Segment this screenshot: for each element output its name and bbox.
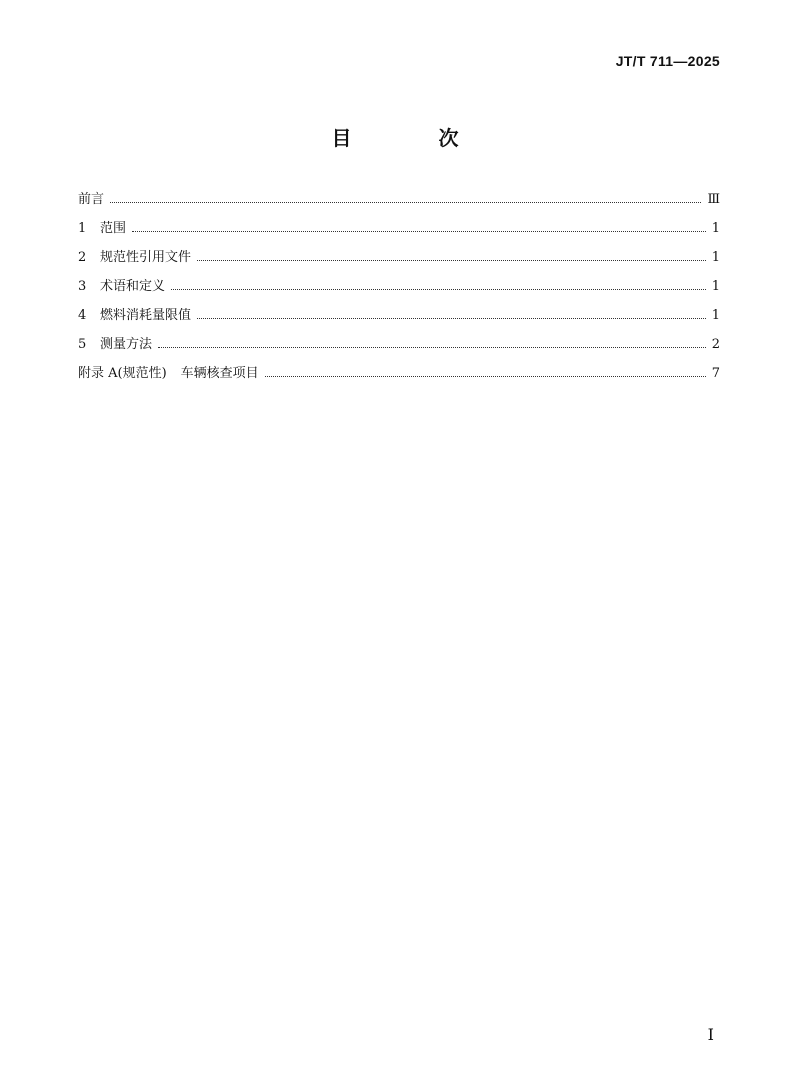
dot-leader (197, 259, 706, 261)
dot-leader (110, 201, 701, 203)
dot-leader (171, 288, 706, 290)
toc-entry-page: Ⅲ (707, 192, 720, 207)
toc-entry-foreword[interactable] (78, 188, 720, 217)
toc-entry-label: 测量方法 (100, 337, 153, 352)
toc-entry-number: 1 (78, 221, 87, 236)
toc-entry-scope[interactable] (78, 217, 720, 246)
toc-entry-page: 1 (711, 308, 720, 323)
toc-entry-page: 1 (711, 279, 720, 294)
toc-entry-number: 3 (78, 279, 87, 294)
toc-entry-label (78, 362, 265, 381)
toc-title: 目 次 (331, 126, 499, 150)
toc-entry-page: 2 (711, 337, 720, 352)
toc-entry-label: 范围 (100, 221, 127, 236)
toc-entry-number: 5 (78, 337, 87, 352)
dot-leader (197, 317, 706, 319)
toc-entry-page: 1 (711, 221, 720, 236)
toc-entry-fuel-limits[interactable] (78, 304, 720, 333)
toc-entry-label: 术语和定义 (100, 279, 166, 294)
annex-title: 车辆核查项目 (180, 366, 259, 381)
dot-leader (158, 346, 706, 348)
toc-entry-annex-a[interactable] (78, 362, 720, 391)
document-code: JT/T 711—2025 (615, 53, 720, 69)
toc-entry-terms-definitions[interactable] (78, 275, 720, 304)
toc-entry-label: 燃料消耗量限值 (100, 308, 192, 323)
toc-entry-page: 1 (711, 250, 720, 265)
page-number: I (707, 1025, 714, 1044)
annex-prefix: 附录 A(规范性) (78, 366, 167, 381)
dot-leader (132, 230, 706, 232)
toc-entry-page: 7 (711, 366, 720, 381)
toc-entry-label: 前言 (78, 192, 105, 207)
toc-entry-normative-references[interactable] (78, 246, 720, 275)
toc-entry-number: 2 (78, 250, 87, 265)
toc-entry-measurement-method[interactable] (78, 333, 720, 362)
dot-leader (265, 375, 706, 377)
table-of-contents (78, 188, 720, 391)
toc-entry-number: 4 (78, 308, 87, 323)
toc-entry-label: 规范性引用文件 (100, 250, 192, 265)
